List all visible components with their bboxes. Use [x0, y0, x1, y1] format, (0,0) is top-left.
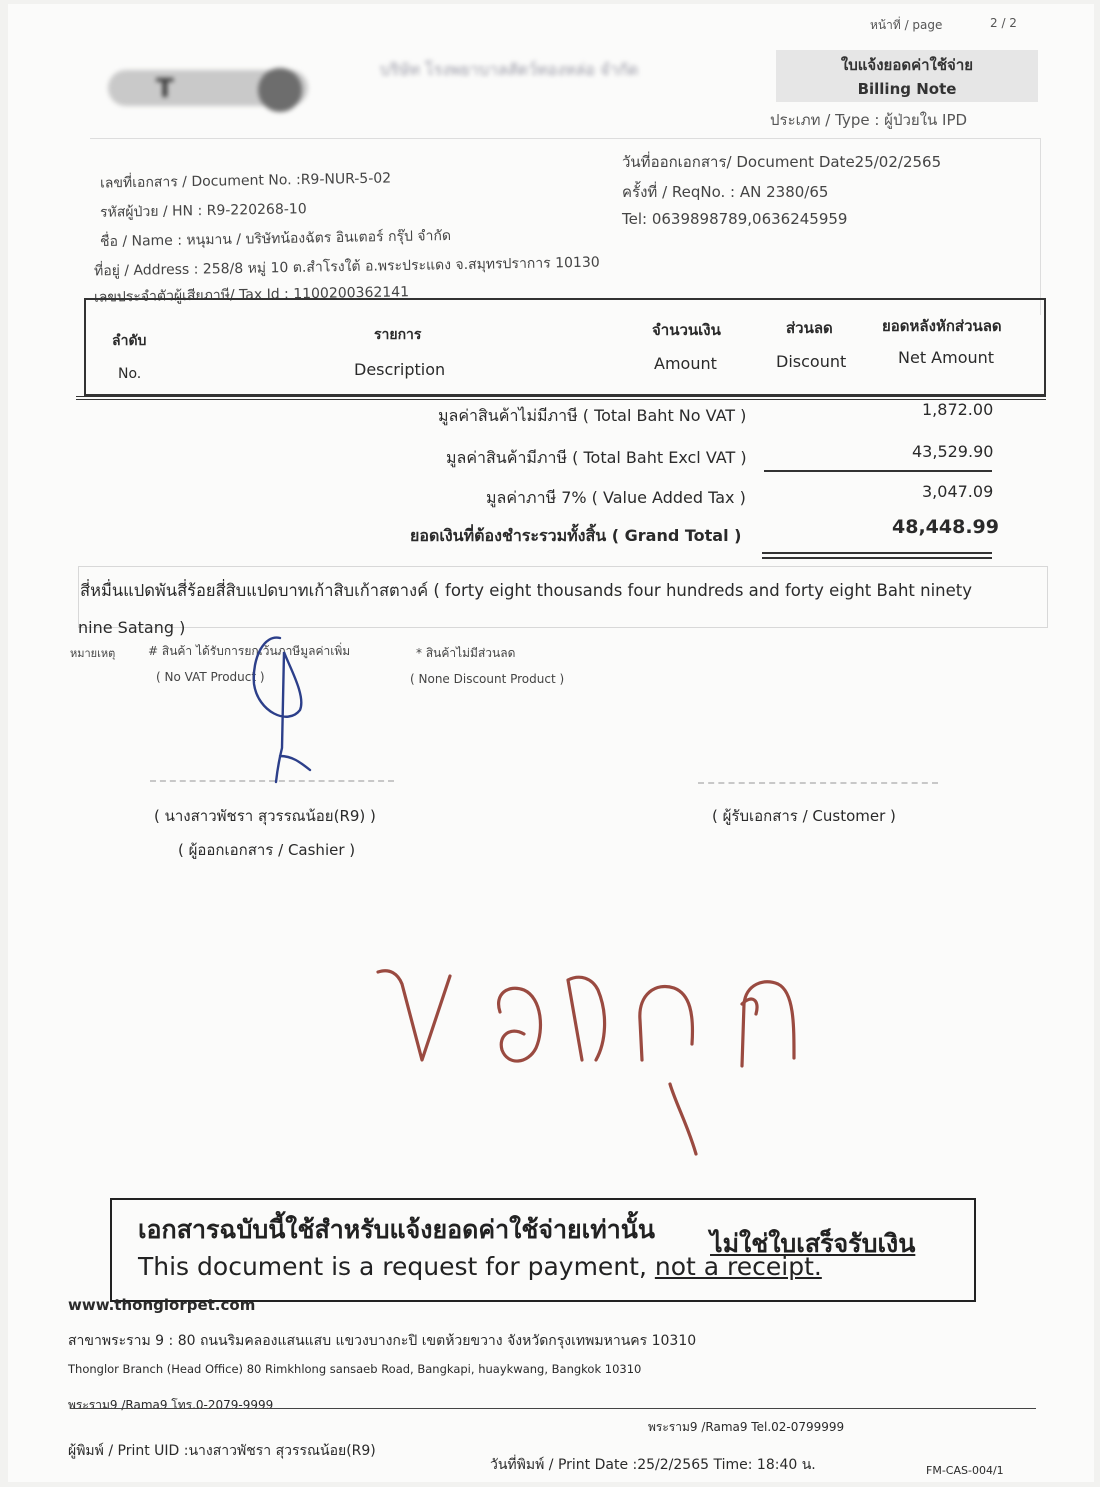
col-net-en: Net Amount	[898, 348, 995, 367]
total-excl-vat-value: 43,529.90	[912, 442, 994, 461]
patient-hn: รหัสผู้ป่วย / HN : R9-220268-10	[99, 201, 307, 221]
customer-role: ( ผู้รับเอกสาร / Customer )	[712, 807, 896, 825]
cashier-role: ( ผู้ออกเอกสาร / Cashier )	[178, 841, 356, 859]
col-no-en: No.	[118, 366, 142, 382]
total-no-vat-label: มูลค่าสินค้าไม่มีภาษี ( Total Baht No VAT )	[438, 406, 747, 425]
total-no-vat-value: 1,872.00	[922, 400, 994, 419]
branch-address-english: Thonglor Branch (Head Office) 80 Rimkhlong sansaeb Road, Bangkapi, huaykwang, Bangkok 10310	[68, 1362, 642, 1376]
amount-words-line1: สี่หมื่นแปดพันสี่ร้อยสี่สิบแปดบาทเก้าสิบเก้าสตางค์ ( forty eight thousands four hundreds and forty eight Baht ninety	[80, 581, 973, 600]
title-thai: ใบแจ้งยอดค่าใช้จ่าย	[840, 56, 974, 74]
notice-english-emphasis: not a receipt.	[654, 1252, 822, 1281]
vat-label: มูลค่าภาษี 7% ( Value Added Tax )	[486, 488, 746, 507]
cashier-name: ( นางสาวพัชรา สุวรรณน้อย(R9) )	[154, 807, 376, 825]
website: www.thonglorpet.com	[68, 1296, 256, 1314]
notice-english: This document is a request for payment, not a receipt.	[138, 1252, 822, 1281]
request-number: ครั้งที่ / ReqNo. : AN 2380/65	[622, 183, 829, 201]
grand-total-label: ยอดเงินที่ต้องชำระรวมทั้งสิ้น ( Grand Total )	[410, 526, 742, 545]
branch-address-thai: สาขาพระราม 9 : 80 ถนนริมคลองแสนแสบ แขวงบางกะปิ เขตห้วยขวาง จังหวัดกรุงเทพมหานคร 10310	[68, 1333, 697, 1349]
page-number: 2 / 2	[990, 16, 1017, 30]
no-discount-note-en: ( None Discount Product )	[410, 672, 565, 686]
col-discount-th: ส่วนลด	[786, 319, 833, 337]
tax-id: เลขประจำตัวผู้เสียภาษี/ Tax Id : 1100200362141	[93, 284, 410, 306]
no-discount-note-th: * สินค้าไม่มีส่วนลด	[416, 646, 516, 660]
col-amount-th: จำนวนเงิน	[652, 321, 721, 339]
page-label: หน้าที่ / page	[870, 18, 943, 32]
total-excl-vat-label: มูลค่าสินค้ามีภาษี ( Total Baht Excl VAT )	[446, 448, 747, 467]
print-date: วันที่พิมพ์ / Print Date :25/2/2565 Time: 18:40 น.	[490, 1457, 816, 1473]
cashier-signature	[254, 638, 310, 782]
notice-thai-emphasis: ไม่ใช่ใบเสร็จรับเงิน	[710, 1229, 916, 1258]
col-amount-en: Amount	[654, 354, 717, 373]
phone-right: พระราม9 /Rama9 Tel.02-0799999	[648, 1420, 845, 1434]
telephone: Tel: 0639898789,0636245959	[622, 210, 848, 228]
document-date: วันที่ออกเอกสาร/ Document Date25/02/2565	[622, 153, 942, 171]
company-name: บริษัท โรงพยาบาลสัตว์ทองหล่อ จำกัด	[380, 60, 639, 79]
patient-name: ชื่อ / Name : หนุมาน / บริษัทน้องฉัตร อินเตอร์ กรุ๊ป จำกัด	[99, 227, 452, 251]
col-no-th: ลำดับ	[112, 333, 147, 349]
vat-value: 3,047.09	[922, 482, 994, 501]
col-desc-th: รายการ	[374, 327, 422, 343]
billing-note-page	[8, 4, 1094, 1482]
notice-thai: เอกสารฉบับนี้ใช้สำหรับแจ้งยอดค่าใช้จ่ายเท่านั้น	[138, 1215, 655, 1244]
company-logo: T	[108, 60, 318, 116]
col-desc-en: Description	[354, 360, 446, 379]
form-code: FM-CAS-004/1	[926, 1464, 1004, 1477]
print-uid: ผู้พิมพ์ / Print UID :นางสาวพัชรา สุวรรณน้อย(R9)	[68, 1443, 376, 1459]
no-vat-note-en: ( No VAT Product )	[156, 670, 265, 684]
title-english: Billing Note	[857, 80, 957, 98]
amount-words-line2: nine Satang )	[78, 618, 186, 637]
handwriting-layer	[8, 4, 1094, 1482]
phone-left: พระราม9 /Rama9 โทร.0-2079-9999	[68, 1398, 274, 1412]
col-net-th: ยอดหลังหักส่วนลด	[882, 317, 1002, 335]
no-vat-note-th: # สินค้า ได้รับการยกเว้นภาษีมูลค่าเพิ่ม	[148, 644, 351, 658]
document-type: ประเภท / Type : ผู้ป่วยใน IPD	[770, 111, 968, 129]
handwritten-note	[378, 971, 794, 1154]
remarks-label: หมายเหตุ	[70, 647, 116, 660]
patient-address: ที่อยู่ / Address : 258/8 หมู่ 10 ต.สำโรงใต้ อ.พระประแดง จ.สมุทรปราการ 10130	[93, 254, 600, 280]
col-discount-en: Discount	[776, 352, 847, 371]
grand-total-value: 48,448.99	[892, 516, 999, 538]
document-number: เลขที่เอกสาร / Document No. :R9-NUR-5-02	[99, 170, 392, 192]
